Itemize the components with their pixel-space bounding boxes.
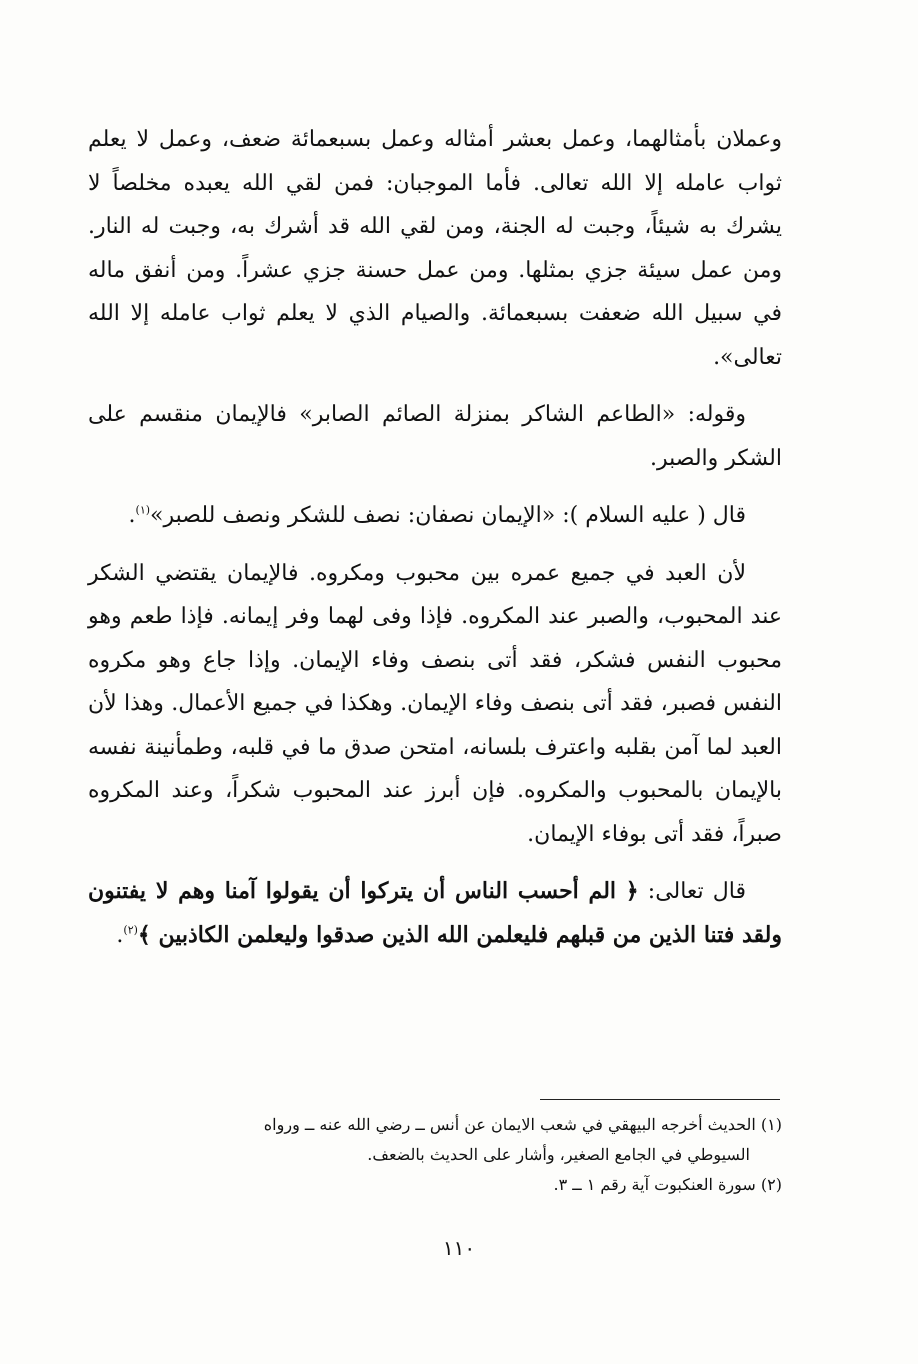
footnote-1-continuation: السيوطي في الجامع الصغير، وأشار على الحديث بالضعف.: [367, 1145, 750, 1164]
footnotes: [88, 1110, 782, 1200]
paragraph-5: [88, 870, 782, 957]
footnote-ref-2: (٢): [123, 923, 138, 937]
paragraph-4: لأن العبد في جميع عمره بين محبوب ومكروه. فالإيمان يقتضي الشكر عند المحبوب، والصبر عند المكروه. فإذا وفى لهما وفر إيمانه. فإذا طعم وهو محبوب النفس فشكر، فقد أتى بنصف وفاء الإيمان. وإذا جاع وهو مكروه النفس فصبر، فقد أتى بنصف وفاء الإيمان. وهكذا في جميع الأعمال. وهذا لأن العبد لما آمن بقلبه واعترف بلسانه، امتحن صدق ما في قلبه، وطمأنينة نفسه بالإيمان بالمحبوب والمكروه. فإن أبرز عند المحبوب شكراً، وعند المكروه صبراً، فقد أتى بوفاء الإيمان.: [88, 560, 782, 847]
footnote-1: (١) الحديث أخرجه البيهقي في شعب الايمان عن أنس ــ رضي الله عنه ــ ورواه: [263, 1115, 782, 1134]
paragraph-3: [88, 494, 782, 538]
paragraph-2: وقوله: «الطاعم الشاكر بمنزلة الصائم الصابر» فالإيمان منقسم على الشكر والصبر.: [88, 402, 782, 471]
quran-verse: ﴿ الم أحسب الناس أن يتركوا أن يقولوا آمنا وهم لا يفتنون ولقد فتنا الذين من قبلهم فليعلمن الله الذين صدقوا وليعلمن الكاذبين ﴾: [88, 878, 782, 948]
paragraph-1: وعملان بأمثالهما، وعمل بعشر أمثاله وعمل بسبعمائة ضعف، وعمل لا يعلم ثواب عامله إلا الله تعالى. فأما الموجبان: فمن لقي الله يعبده مخلصاً لا يشرك به شيئاً، وجبت له الجنة، ومن لقي الله قد أشرك به، وجبت له النار. ومن عمل سيئة جزي بمثلها. ومن عمل حسنة جزي عشراً. ومن أنفق ماله في سبيل الله ضعفت بسبعمائة. والصيام الذي لا يعلم ثواب عامله إلا الله تعالى».: [88, 127, 782, 370]
paragraph-3-end: .: [128, 503, 136, 528]
main-text: [88, 118, 782, 957]
verse-intro: قال تعالى:: [638, 879, 746, 904]
footnote-separator: [540, 1099, 780, 1100]
hadith-text: قال ( عليه السلام ): «الإيمان نصفان: نصف للشكر ونصف للصبر»: [150, 503, 746, 528]
page-number: ١١٠: [442, 1236, 476, 1260]
footnote-ref-1: (١): [135, 503, 151, 517]
footnote-2: (٢) سورة العنكبوت آية رقم ١ ــ ٣.: [553, 1175, 782, 1194]
paragraph-5-end: .: [116, 922, 124, 948]
